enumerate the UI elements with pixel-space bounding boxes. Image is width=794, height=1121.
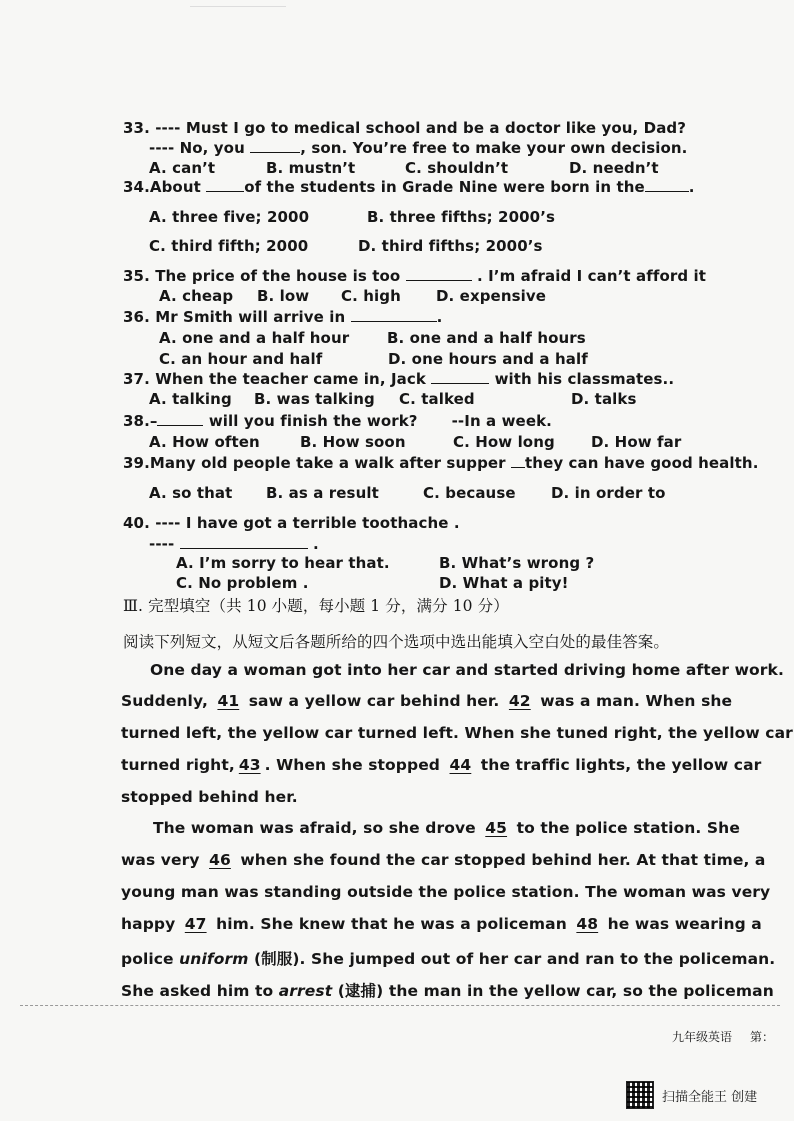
q34-option-c: C. third fifth; 2000	[149, 237, 309, 255]
q37-blank	[431, 382, 489, 384]
q36-option-a: A. one and a half hour	[159, 329, 350, 347]
passage-p2-line4: happy 47 him. She knew that he was a policeman 48 he was wearing a	[121, 915, 762, 933]
q39-option-a: A. so that	[149, 484, 233, 502]
q40-option-a: A. I’m sorry to hear that.	[176, 554, 390, 572]
q39-blank	[511, 466, 525, 468]
q39-option-b: B. as a result	[266, 484, 379, 502]
page-divider	[20, 1005, 780, 1006]
q38-option-a: A. How often	[149, 433, 260, 451]
passage-p2-line2: was very 46 when she found the car stopped behind her. At that time, a	[121, 851, 766, 869]
blank-46: 46	[209, 851, 231, 869]
blank-48: 48	[576, 915, 599, 933]
passage-p2-line3: young man was standing outside the police station. The woman was very	[121, 883, 771, 901]
blank-43: 43	[238, 756, 261, 774]
q38-blank	[157, 424, 203, 426]
q36-blank	[351, 320, 437, 322]
q33-option-d: D. needn’t	[569, 159, 659, 177]
q33-blank	[250, 151, 300, 153]
q40-option-b: B. What’s wrong ?	[439, 554, 595, 572]
q35-question: 35. The price of the house is too . I’m afraid I can’t afford it	[123, 267, 707, 285]
scanner-watermark	[626, 1080, 757, 1110]
q33-option-a: A. can’t	[149, 159, 216, 177]
q38-option-d: D. How far	[591, 433, 682, 451]
q38-question: 38.– will you finish the work? --In a week.	[123, 412, 552, 430]
q34-option-d: D. third fifths; 2000’s	[358, 237, 543, 255]
footer-page: 第：	[750, 1030, 775, 1044]
q36-option-d: D. one hours and a half	[388, 350, 588, 368]
q37-question: 37. When the teacher came in, Jack with his classmates..	[123, 370, 675, 388]
blank-41: 41	[217, 692, 240, 710]
q40-option-d: D. What a pity!	[439, 574, 569, 592]
passage-p1-line3: turned left, the yellow car turned left. When she tuned right, the yellow car	[121, 724, 793, 742]
q38-option-c: C. How long	[453, 433, 555, 451]
q34-option-a: A. three five; 2000	[149, 208, 310, 226]
q39-option-d: D. in order to	[551, 484, 666, 502]
scanner-logo-icon	[626, 1081, 654, 1109]
q35-option-d: D. expensive	[436, 287, 547, 305]
q35-option-c: C. high	[341, 287, 401, 305]
section-3-instruction: 阅读下列短文，从短文后各题所给的四个选项中选出能填入空白处的最佳答案。	[123, 633, 670, 651]
q33-option-b: B. mustn’t	[266, 159, 356, 177]
scanner-label: 扫描全能王 创建	[662, 1089, 758, 1105]
q40-question: 40. ---- I have got a terrible toothache .	[123, 514, 460, 532]
q33-question: 33. ---- Must I go to medical school and be a doctor like you, Dad?	[123, 119, 687, 137]
q37-option-a: A. talking	[149, 390, 232, 408]
footer-grade: 九年级英语	[672, 1030, 733, 1044]
passage-p2-line6: She asked him to arrest (逮捕) the man in the yellow car, so the policeman	[121, 982, 774, 1000]
passage-p2-line5: police uniform (制服). She jumped out of her car and ran to the policeman.	[121, 950, 776, 968]
q34-option-b: B. three fifths; 2000’s	[367, 208, 556, 226]
passage-p1-line5: stopped behind her.	[121, 788, 298, 806]
q40-option-c: C. No problem .	[176, 574, 309, 592]
q37-option-c: C. talked	[399, 390, 475, 408]
q36-option-c: C. an hour and half	[159, 350, 323, 368]
blank-45: 45	[485, 819, 508, 837]
section-3-title: Ⅲ. 完型填空（共 10 小题，每小题 1 分，满分 10 分）	[123, 597, 509, 615]
q34-blank-1	[206, 190, 244, 192]
q35-option-a: A. cheap	[159, 287, 234, 305]
q40-answer-line: ---- .	[149, 535, 319, 553]
q38-option-b: B. How soon	[300, 433, 406, 451]
blank-42: 42	[508, 692, 531, 710]
q34-question: 34.About of the students in Grade Nine were born in the .	[123, 178, 695, 196]
q39-question: 39.Many old people take a walk after supper they can have good health.	[123, 454, 759, 472]
blank-44: 44	[449, 756, 472, 774]
q40-blank	[180, 547, 308, 549]
passage-p1-line4: turned right, 43 . When she stopped 44 the traffic lights, the yellow car	[121, 756, 762, 774]
blank-47: 47	[184, 915, 207, 933]
passage-p1-line1: One day a woman got into her car and started driving home after work.	[150, 661, 784, 679]
q36-question: 36. Mr Smith will arrive in .	[123, 308, 443, 326]
scan-edge-mark	[190, 0, 286, 7]
q35-option-b: B. low	[257, 287, 310, 305]
page-footer	[672, 1028, 792, 1045]
passage-p1-line2: Suddenly, 41 saw a yellow car behind her. 42 was a man. When she	[121, 692, 733, 710]
q37-option-d: D. talks	[571, 390, 637, 408]
q37-option-b: B. was talking	[254, 390, 375, 408]
q33-answer-line: ---- No, you , son. You’re free to make your own decision.	[149, 139, 688, 157]
q35-blank	[406, 279, 472, 281]
q33-option-c: C. shouldn’t	[405, 159, 509, 177]
q36-option-b: B. one and a half hours	[387, 329, 586, 347]
passage-p2-line1: The woman was afraid, so she drove 45 to the police station. She	[153, 819, 740, 837]
q34-blank-2	[645, 190, 689, 192]
q39-option-c: C. because	[423, 484, 516, 502]
